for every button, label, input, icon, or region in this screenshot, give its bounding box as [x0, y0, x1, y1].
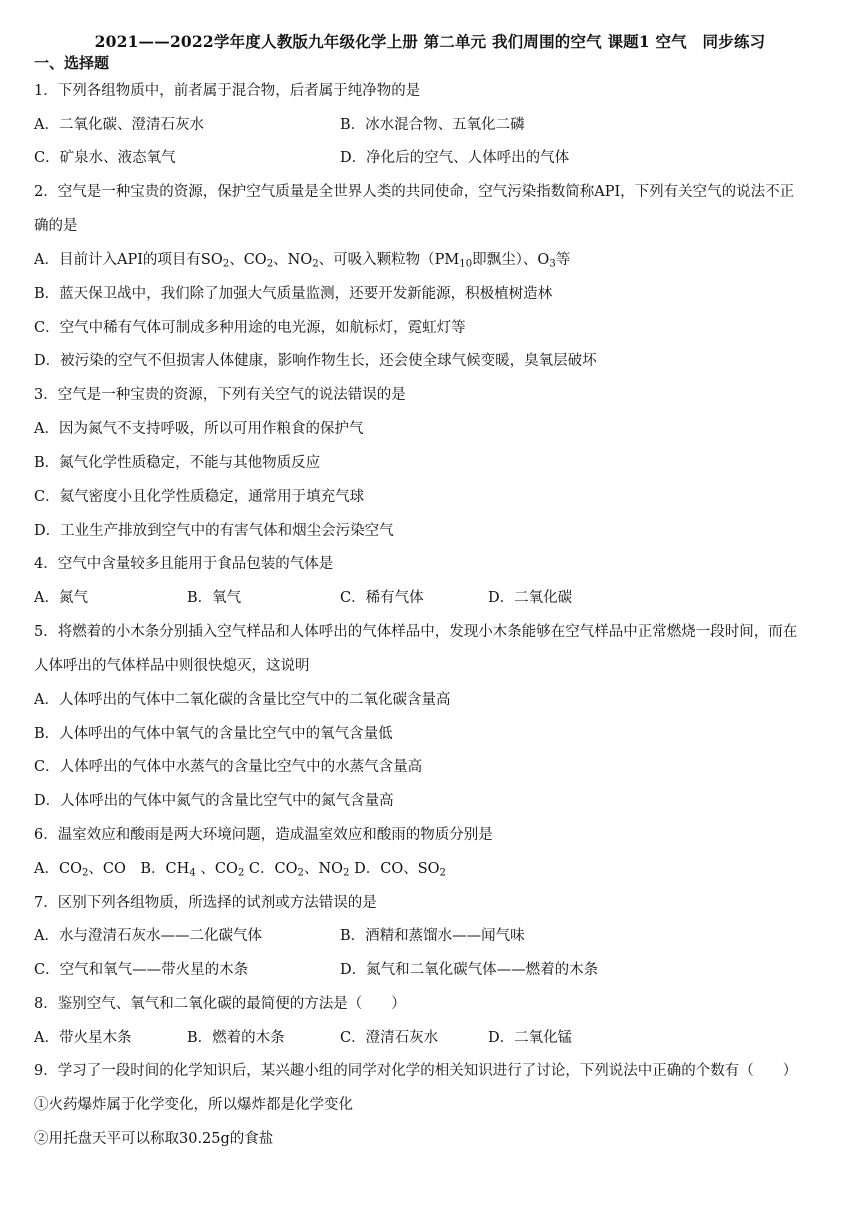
question-1-stem: 1．下列各组物质中，前者属于混合物，后者属于纯净物的是: [34, 83, 421, 99]
question-6-options: A．$CO_2$、CO B．$CH_4$ 、$CO_2$ C．$CO_2$、$NO_2$ D．CO、$SO_2$: [34, 861, 446, 879]
question-8-option-d: D．二氧化锰: [488, 1030, 573, 1046]
question-7-option-b: B．酒精和蒸馏水——闻气味: [340, 928, 525, 944]
question-5-stem-line-2: 人体呼出的气体样品中则很快熄灭，这说明: [34, 658, 310, 674]
question-5-stem-line-1: 5．将燃着的小木条分别插入空气样品和人体呼出的气体样品中，发现小木条能够在空气样品中正常燃烧一段时间，而在: [34, 624, 798, 640]
question-1-option-a: A．二氧化碳、澄清石灰水: [34, 117, 204, 133]
question-2-option-b: B．蓝天保卫战中，我们除了加强大气质量监测，还要开发新能源，积极植树造林: [34, 286, 553, 302]
question-8-option-b: B．燃着的木条: [187, 1030, 285, 1046]
question-1-option-b: B．冰水混合物、五氧化二磷: [340, 117, 525, 133]
question-7-option-a: A．水与澄清石灰水——二化碳气体: [34, 928, 262, 944]
question-5-option-b: B．人体呼出的气体中氧气的含量比空气中的氧气含量低: [34, 726, 393, 742]
question-8-stem: 8．鉴别空气、氧气和二氧化碳的最简便的方法是（ ）: [34, 996, 406, 1012]
page-title: 2021——2022学年度人教版九年级化学上册 第二单元 我们周围的空气 课题1 空气 同步练习: [94, 32, 766, 51]
question-8-option-a: A．带火星木条: [34, 1030, 132, 1046]
question-5-option-a: A．人体呼出的气体中二氧化碳的含量比空气中的二氧化碳含量高: [34, 692, 451, 708]
question-4-option-a: A．氮气: [34, 590, 88, 606]
question-5-option-c: C．人体呼出的气体中水蒸气的含量比空气中的水蒸气含量高: [34, 759, 423, 775]
question-3-stem: 3．空气是一种宝贵的资源，下列有关空气的说法错误的是: [34, 387, 406, 403]
question-4-option-c: C．稀有气体: [340, 590, 424, 606]
question-2-option-d: D．被污染的空气不但损害人体健康，影响作物生长，还会使全球气候变暖，臭氧层破坏: [34, 353, 597, 369]
question-3-option-b: B．氮气化学性质稳定，不能与其他物质反应: [34, 455, 321, 471]
question-9-statement-2: ②用托盘天平可以称取30.25g的食盐: [34, 1131, 274, 1147]
question-9-stem: 9．学习了一段时间的化学知识后，某兴趣小组的同学对化学的相关知识进行了讨论，下列说法中正确的个数有（ ）: [34, 1063, 798, 1079]
question-2-stem-line-1: 2．空气是一种宝贵的资源，保护空气质量是全世界人类的共同使命，空气污染指数简称API，下列有关空气的说法不正: [34, 184, 795, 200]
question-3-option-d: D．工业生产排放到空气中的有害气体和烟尘会污染空气: [34, 523, 394, 539]
question-2-option-c: C．空气中稀有气体可制成多种用途的电光源，如航标灯，霓虹灯等: [34, 320, 466, 336]
question-3-option-a: A．因为氮气不支持呼吸，所以可用作粮食的保护气: [34, 421, 364, 437]
question-6-stem: 6．温室效应和酸雨是两大环境问题，造成温室效应和酸雨的物质分别是: [34, 827, 493, 843]
question-8-option-c: C．澄清石灰水: [340, 1030, 439, 1046]
question-9-statement-1: ①火药爆炸属于化学变化，所以爆炸都是化学变化: [34, 1097, 353, 1113]
question-3-option-c: C．氦气密度小且化学性质稳定，通常用于填充气球: [34, 489, 365, 505]
question-4-option-d: D．二氧化碳: [488, 590, 573, 606]
question-7-stem: 7．区别下列各组物质，所选择的试剂或方法错误的是: [34, 895, 377, 911]
question-7-option-d: D．氮气和二氧化碳气体——燃着的木条: [340, 962, 599, 978]
question-4-stem: 4．空气中含量较多且能用于食品包装的气体是: [34, 556, 334, 572]
question-1-option-d: D．净化后的空气、人体呼出的气体: [340, 150, 570, 166]
question-4-option-b: B．氧气: [187, 590, 242, 606]
section-heading: 一、选择题: [34, 54, 110, 72]
question-5-option-d: D．人体呼出的气体中氮气的含量比空气中的氮气含量高: [34, 793, 394, 809]
question-7-option-c: C．空气和氧气——带火星的木条: [34, 962, 249, 978]
question-2-option-a: A．目前计入API的项目有$SO_2$、$CO_2$、$NO_2$、可吸入颗粒物（$PM_{10}$即飘尘）、$O_3$等: [34, 252, 571, 270]
question-2-stem-line-2: 确的是: [34, 218, 78, 234]
question-1-option-c: C．矿泉水、液态氧气: [34, 150, 176, 166]
